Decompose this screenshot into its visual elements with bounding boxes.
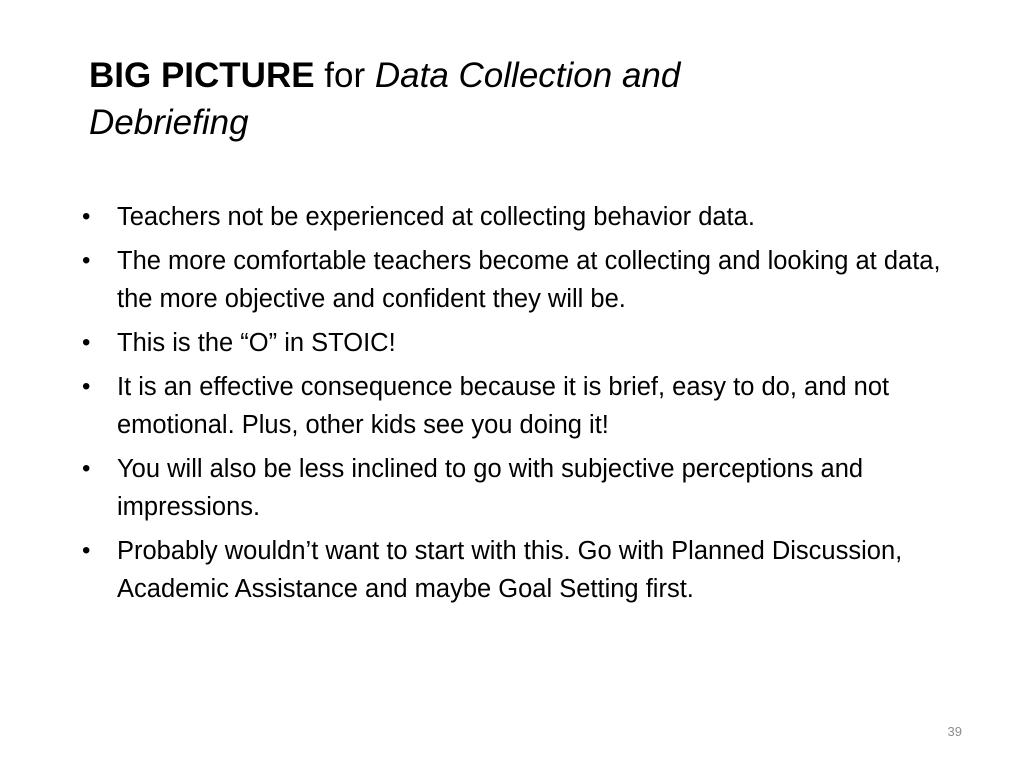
bullet-dot-icon: • <box>82 203 91 230</box>
bullet-item <box>80 532 960 608</box>
slide-title <box>89 52 849 147</box>
bullet-item <box>80 368 960 444</box>
page-number: 39 <box>947 724 962 739</box>
title-regular-part: for <box>314 56 375 95</box>
bullet-text: You will also be less inclined to go with subjective perceptions and impressions. <box>117 455 864 521</box>
bullet-item <box>80 198 960 236</box>
bullet-text: It is an effective consequence because it is brief, easy to do, and not emotional. Plus, other kids see you doing it! <box>117 373 890 439</box>
bullet-list <box>80 198 960 614</box>
bullet-dot-icon: • <box>82 537 91 564</box>
bullet-text: Teachers not be experienced at collecting behavior data. <box>117 203 755 231</box>
title-italic-part: Data Collection and Debriefing <box>89 56 681 143</box>
bullet-text: This is the “O” in STOIC! <box>117 329 396 357</box>
bullet-dot-icon: • <box>82 247 91 274</box>
title-bold-part: BIG PICTURE <box>89 56 315 95</box>
bullet-text: Probably wouldn’t want to start with this. Go with Planned Discussion, Academic Assistance and maybe Goal Setting first. <box>117 537 903 603</box>
bullet-dot-icon: • <box>82 455 91 482</box>
bullet-item <box>80 324 960 362</box>
bullet-dot-icon: • <box>82 373 91 400</box>
bullet-item <box>80 450 960 526</box>
bullet-dot-icon: • <box>82 329 91 356</box>
bullet-text: The more comfortable teachers become at collecting and looking at data, the more objective and confident they will be. <box>117 247 941 313</box>
bullet-item <box>80 242 960 318</box>
